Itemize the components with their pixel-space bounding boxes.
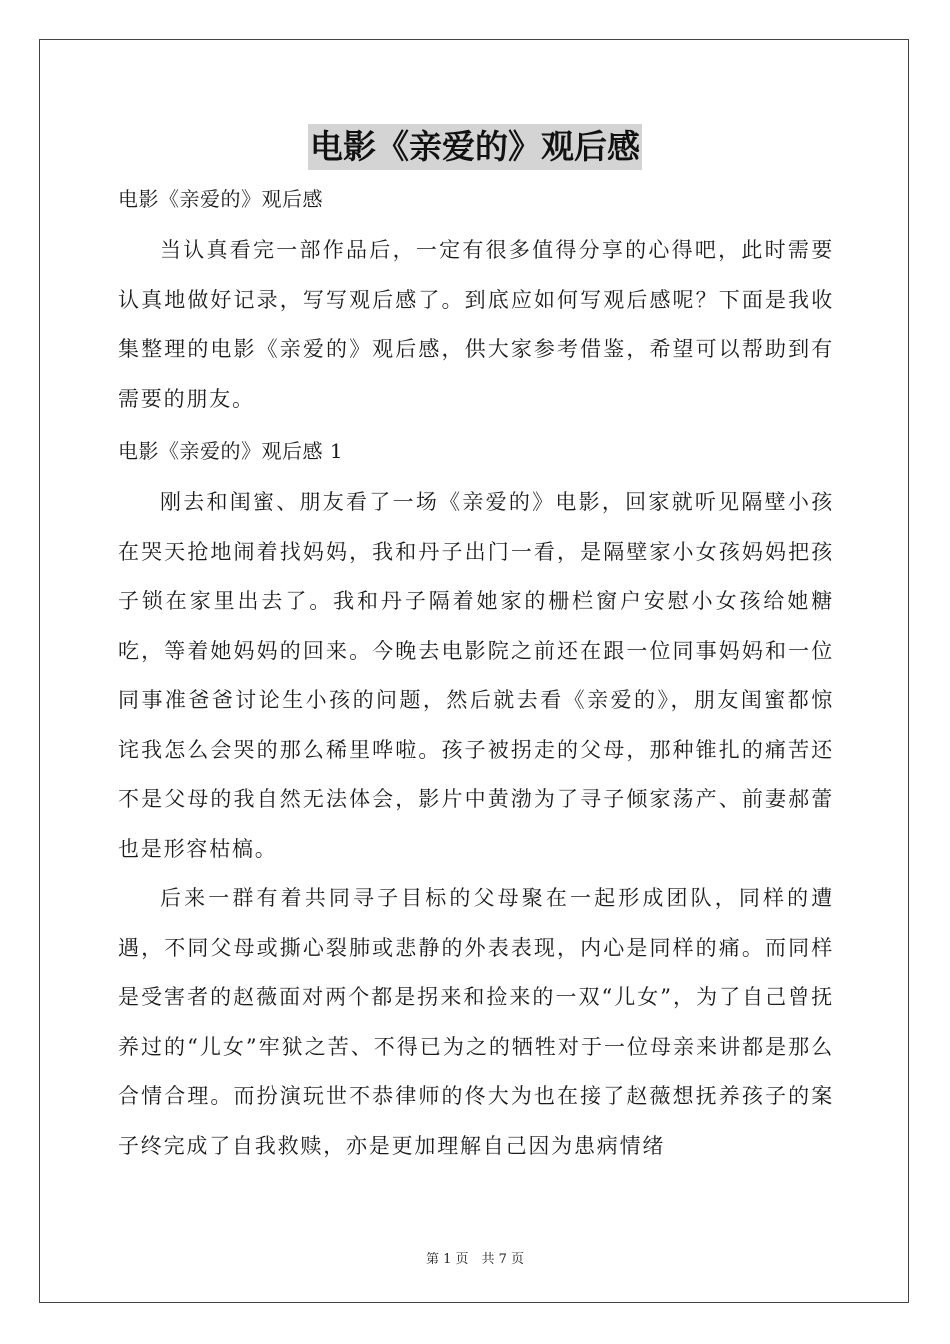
section-1-paragraph-2: 后来一群有着共同寻子目标的父母聚在一起形成团队，同样的遭遇，不同父母或撕心裂肺或悲静的外表表现，内心是同样的痛。而同样是受害者的赵薇面对两个都是拐来和捡来的一双“儿女”，为了自己曾抚养过的“儿女”牢狱之苦、不得已为之的牺牲对于一位母亲来讲都是那么合情合理。而扮演玩世不恭律师的佟大为也在接了赵薇想抚养孩子的案子终完成了自我救赎，亦是更加理解自己因为患病情绪 [118,886,834,1158]
intro-paragraph: 当认真看完一部作品后，一定有很多值得分享的心得吧，此时需要认真地做好记录，写写观后感了。到底应如何写观后感呢？下面是我收集整理的电影《亲爱的》观后感，供大家参考借鉴，希望可以帮助到有需要的朋友。 [118,238,834,411]
section-1-heading: 电影《亲爱的》观后感 1 [118,439,344,463]
document-title: 电影《亲爱的》观后感 [308,124,642,170]
subtitle-heading: 电影《亲爱的》观后感 [118,187,323,211]
title-container [0,124,950,170]
document-body [118,180,834,1171]
section-1-paragraph-1: 刚去和闺蜜、朋友看了一场《亲爱的》电影，回家就听见隔壁小孩在哭天抢地闹着找妈妈，我和丹子出门一看，是隔壁家小女孩妈妈把孩子锁在家里出去了。我和丹子隔着她家的栅栏窗户安慰小女孩给她糖吃，等着她妈妈的回来。今晚去电影院之前还在跟一位同事妈妈和一位同事准爸爸讨论生小孩的问题，然后就去看《亲爱的》，朋友闺蜜都惊诧我怎么会哭的那么稀里哗啦。孩子被拐走的父母，那种锥扎的痛苦还不是父母的我自然无法体会，影片中黄渤为了寻子倾家荡产、前妻郝蕾也是形容枯槁。 [118,490,834,861]
page-footer: 第 1 页 共 7 页 [425,1252,525,1267]
